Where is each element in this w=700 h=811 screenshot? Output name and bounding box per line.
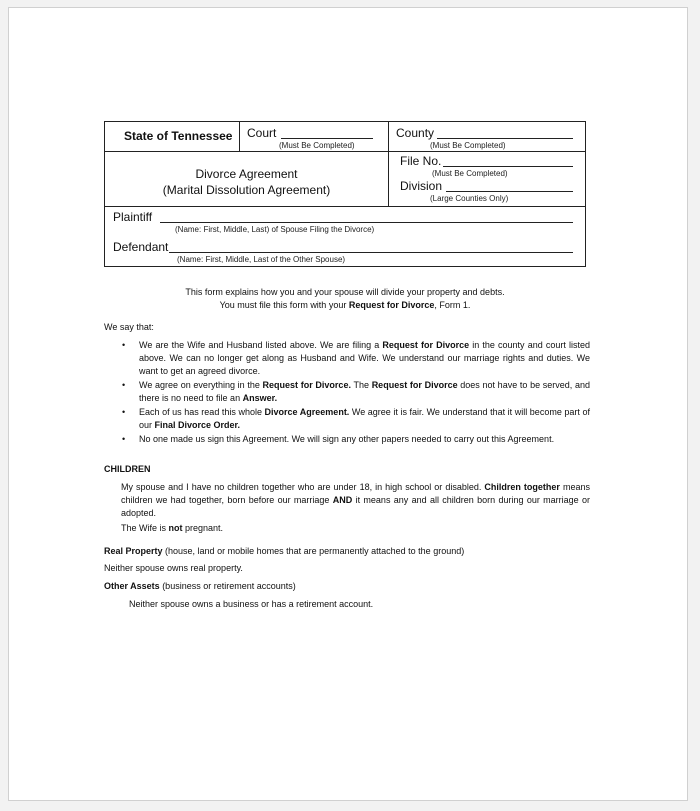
division-label: Division: [400, 179, 443, 193]
file-no-note: (Must Be Completed): [432, 169, 508, 178]
court-field[interactable]: [281, 138, 373, 139]
list-item: • No one made us sign this Agreement. We will sign any other papers needed to carry out this Agreement.: [122, 434, 555, 444]
division-field[interactable]: [446, 191, 573, 192]
other-assets-text: Neither spouse owns a business or has a retirement account.: [129, 599, 374, 609]
we-say-that: We say that:: [104, 322, 154, 332]
plaintiff-label: Plaintiff: [113, 210, 153, 224]
list-item: • Each of us has read this whole Divorce Agreement. We agree it is fair. We understand that it will become part of our Final Divorce Order.: [122, 407, 590, 430]
pregnancy-statement: The Wife is not pregnant.: [121, 523, 224, 533]
form-subtitle: (Marital Dissolution Agreement): [162, 183, 331, 197]
intro-text: [104, 286, 586, 312]
real-property-text: Neither spouse owns real property.: [104, 563, 243, 573]
children-paragraph: My spouse and I have no children together who are under 18, in high school or disabled. Children together means children we had together, born before our marriage AND it means any and all children born during our marriage or adopted.: [121, 482, 591, 518]
plaintiff-note: (Name: First, Middle, Last) of Spouse Filing the Divorce): [175, 225, 375, 234]
county-label: County: [396, 126, 435, 140]
plaintiff-field[interactable]: [160, 222, 573, 223]
county-field[interactable]: [437, 138, 573, 139]
file-no-label: File No.: [400, 154, 442, 168]
intro-line1: This form explains how you and your spouse will divide your property and debts.: [185, 287, 505, 297]
court-note: (Must Be Completed): [279, 141, 355, 150]
state-label: State of Tennessee: [124, 129, 233, 143]
form-title: Divorce Agreement: [195, 167, 298, 181]
real-property-heading: Real Property (house, land or mobile homes that are permanently attached to the ground): [104, 546, 465, 556]
defendant-note: (Name: First, Middle, Last of the Other Spouse): [177, 255, 346, 264]
defendant-label: Defendant: [113, 240, 169, 254]
intro-line2: You must file this form with your Request for Divorce, Form 1.: [219, 300, 471, 310]
county-note: (Must Be Completed): [430, 141, 506, 150]
file-no-field[interactable]: [443, 166, 573, 167]
document-page: [8, 7, 688, 801]
agreement-bullets: [122, 339, 590, 447]
list-item: • We are the Wife and Husband listed above. We are filing a Request for Divorce in the county and court listed above. We can no longer get along as Husband and Wife. We understand our marriage rights and duties. We want to get an agreed divorce.: [122, 340, 590, 376]
division-note: (Large Counties Only): [430, 194, 509, 203]
children-heading: CHILDREN: [104, 464, 151, 474]
case-header-box: [104, 121, 586, 267]
defendant-field[interactable]: [169, 252, 573, 253]
other-assets-heading: Other Assets (business or retirement accounts): [104, 581, 296, 591]
court-label: Court: [247, 126, 277, 140]
list-item: • We agree on everything in the Request for Divorce. The Request for Divorce does not have to be served, and there is no need to file an Answer.: [122, 380, 590, 403]
